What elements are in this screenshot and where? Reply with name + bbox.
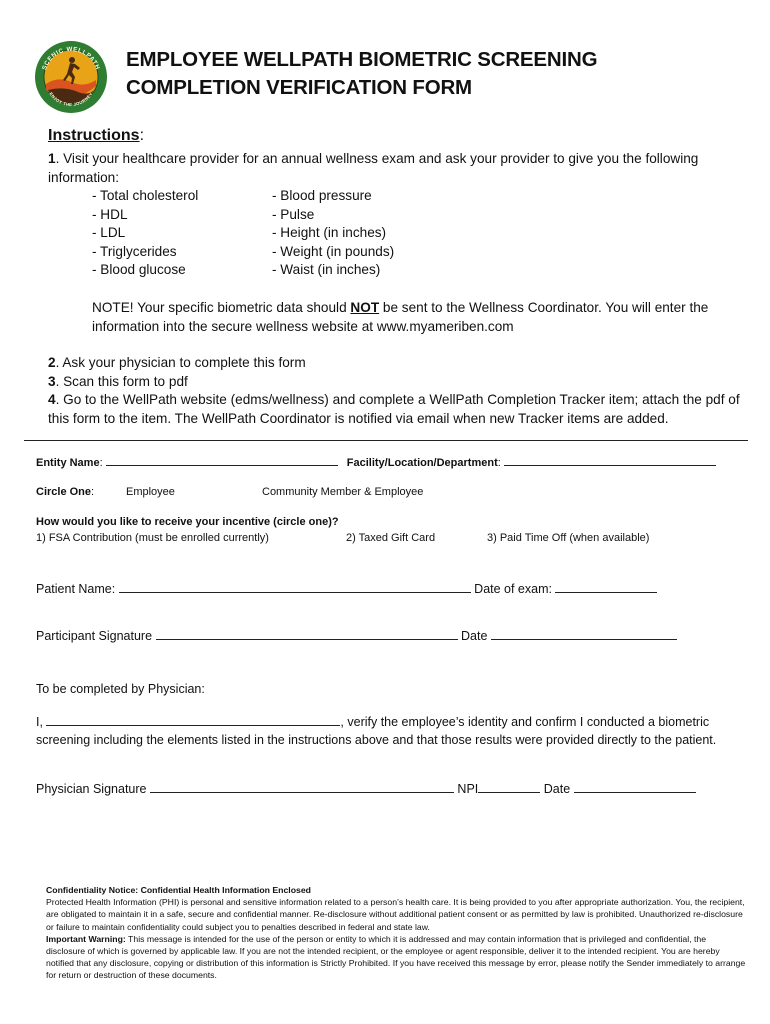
instructions-colon: : xyxy=(139,127,145,144)
biometric-list-left xyxy=(92,187,198,280)
participant-signature-row xyxy=(36,629,677,643)
participant-date-label: Date xyxy=(457,629,491,643)
step-1-number: 1 xyxy=(48,151,56,166)
list-item: - Height (in inches) xyxy=(272,225,387,240)
patient-name-row xyxy=(36,582,657,596)
instruction-steps-2-4 xyxy=(48,354,758,428)
entity-name-field[interactable] xyxy=(106,455,338,466)
incentive-option-gift-card[interactable]: 2) Taxed Gift Card xyxy=(346,532,436,544)
list-item: - Triglycerides xyxy=(92,243,177,259)
logo-top-text: SCENIC WELLPATH xyxy=(41,45,101,71)
wellpath-logo xyxy=(34,40,108,114)
title-line-1: EMPLOYEE WELLPATH BIOMETRIC SCREENING xyxy=(126,48,598,71)
physician-heading: To be completed by Physician: xyxy=(36,682,205,696)
circle-option-community-member[interactable]: Community Member & Employee xyxy=(262,486,424,498)
confidentiality-paragraph: Protected Health Information (PHI) is personal and sensitive information related to a person’s health care. It is being provided to you after appropriate authorization. You, the recipient, are obligated to maintain it in a safe, secure and confidential manner. Re-disclosure without additional patient consent or as permitted by law is prohibited. Unauthorized re-disclosure or failure to maintain confidentiality could subject you to penalties described in federal and state law. xyxy=(46,897,745,932)
list-item: - Blood pressure xyxy=(272,188,372,203)
list-item: - Weight (in pounds) xyxy=(272,243,395,259)
patient-name-label: Patient Name: xyxy=(36,582,119,596)
entity-name-label: Entity Name xyxy=(36,457,100,469)
confidentiality-heading: Confidentiality Notice: Confidential Health Information Enclosed xyxy=(46,885,311,895)
form-title xyxy=(126,46,597,102)
incentive-option-pto[interactable]: 3) Paid Time Off (when available) xyxy=(487,532,650,544)
step-2-text: . Ask your physician to complete this form xyxy=(55,355,306,370)
instruction-step-4 xyxy=(48,391,758,428)
circle-one-label-block: Circle One: xyxy=(36,486,95,498)
warning-text: This message is intended for the use of the person or entity to which it is addressed and may contain information that is privileged and confidential, the disclosure of which is governed by applicable law. If you are not the intended recipient, or the employee or agent responsible, deliver it to the intended recipient. You are hereby notified that any disclosure, copying or distribution of this information is Strictly Prohibited. If you have received this message by error, please notify the Sender immediately to arrange for return or destruction of these documents. xyxy=(46,933,746,981)
participant-signature-label: Participant Signature xyxy=(36,629,156,643)
attest-pre: I, xyxy=(36,715,47,729)
list-item: - Blood glucose xyxy=(92,262,186,277)
date-of-exam-label: Date of exam: xyxy=(470,582,556,596)
confidentiality-notice xyxy=(46,884,746,982)
physician-date-label: Date xyxy=(540,782,574,796)
participant-date-field[interactable] xyxy=(491,629,677,640)
incentive-option-fsa[interactable]: 1) FSA Contribution (must be enrolled currently) xyxy=(36,532,269,544)
warning-label: Important Warning: xyxy=(46,933,126,944)
physician-signature-label: Physician Signature xyxy=(36,782,150,796)
facility-field[interactable] xyxy=(504,455,716,466)
list-item: - HDL xyxy=(92,206,128,222)
npi-field[interactable] xyxy=(478,782,540,793)
entity-facility-row: Entity Name: Facility/Location/Department: xyxy=(36,455,716,469)
note-emphasis: NOT xyxy=(350,300,380,315)
list-item: - Total cholesterol xyxy=(92,188,199,203)
incentive-question: How would you like to receive your incentive (circle one)? xyxy=(36,516,339,528)
step-4-number: 4 xyxy=(48,392,56,407)
circle-one-label: Circle One xyxy=(36,486,92,498)
attest-text: , verify the employee’s identity and confirm I conducted a biometric screening including the elements listed in the instructions above and that those results were provided directly to the patient. xyxy=(36,715,717,747)
biometric-list-right xyxy=(272,187,394,280)
step-4-text: . Go to the WellPath website (edms/wellness) and complete a WellPath Completion Tracker item; attach the pdf of this form to the item. The WellPath Coordinator is notified via email when new Tracker items are added. xyxy=(48,392,740,426)
instructions-heading: Instructions xyxy=(48,127,140,144)
npi-label: NPI xyxy=(453,782,479,796)
physician-date-field[interactable] xyxy=(574,782,696,793)
facility-label: Facility/Location/Department xyxy=(346,457,498,469)
title-line-2: COMPLETION VERIFICATION FORM xyxy=(126,76,472,99)
note-text-pre: NOTE! Your specific biometric data should xyxy=(92,300,351,315)
section-divider xyxy=(24,440,748,441)
physician-signature-row xyxy=(36,782,696,796)
instruction-step-3 xyxy=(48,373,758,392)
instruction-step-2 xyxy=(48,354,758,373)
list-item: - Pulse xyxy=(272,206,315,222)
list-item: - LDL xyxy=(92,225,126,240)
instruction-step-1 xyxy=(48,150,748,187)
patient-name-field[interactable] xyxy=(119,582,471,593)
physician-name-field[interactable] xyxy=(46,715,340,726)
logo-bottom-text: ENJOY THE JOURNEY xyxy=(48,91,94,108)
instruction-note xyxy=(92,299,752,336)
instructions-heading-block xyxy=(48,127,144,145)
physician-signature-field[interactable] xyxy=(150,782,454,793)
participant-signature-field[interactable] xyxy=(156,629,458,640)
step-3-number: 3 xyxy=(48,373,56,389)
circle-option-employee[interactable]: Employee xyxy=(126,486,175,498)
date-of-exam-field[interactable] xyxy=(555,582,657,593)
list-item: - Waist (in inches) xyxy=(272,262,381,277)
step-2-number: 2 xyxy=(48,355,56,370)
confidentiality-warning xyxy=(46,933,746,982)
note-text-post: be sent to the Wellness Coordinator. You will enter the information into the secure wellness website at www.myameriben.com xyxy=(92,300,709,334)
step-1-text: . Visit your healthcare provider for an annual wellness exam and ask your provider to give you the following information: xyxy=(48,151,699,185)
step-3-text: . Scan this form to pdf xyxy=(55,373,188,389)
physician-attestation xyxy=(36,714,736,749)
